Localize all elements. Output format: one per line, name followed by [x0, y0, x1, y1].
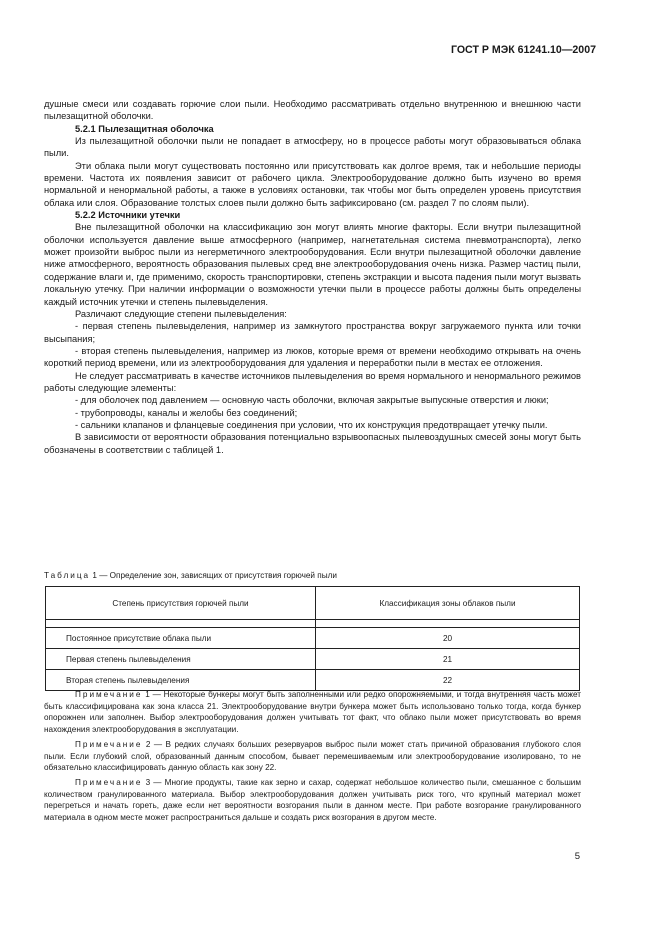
- table-header-row: [46, 587, 580, 620]
- table-header-zone: Классификация зоны облаков пыли: [316, 587, 580, 620]
- page-number: 5: [574, 851, 580, 862]
- note-label: Примечание: [75, 739, 143, 749]
- body-text: [44, 98, 581, 456]
- note-label: Примечание: [75, 690, 143, 699]
- table-cell-zone: 21: [316, 649, 580, 670]
- document-header: ГОСТ Р МЭК 61241.10—2007: [450, 44, 596, 56]
- table-row: [46, 670, 580, 691]
- list-item: - для оболочек под давлением — основную часть оболочки, включая закрытые выпускные отверстия и люки;: [75, 395, 549, 406]
- table-cell-zone: 20: [316, 628, 580, 649]
- table-header-presence: Степень присутствия горючей пыли: [46, 587, 316, 620]
- table-caption-text: 1 — Определение зон, зависящих от присутствия горючей пыли: [92, 571, 337, 580]
- paragraph: Различают следующие степени пылевыделения:: [75, 308, 287, 319]
- table-notes: [44, 689, 581, 827]
- paragraph: душные смеси или создавать горючие слои пыли. Необходимо рассматривать отдельно внутреннюю и внешнюю части пылезащитной оболочки.: [44, 99, 581, 122]
- note-text: В редких случаях больших резервуаров выброс пыли может стать причиной образования глубокого слоя пыли. Если глубокий слой, образованный данным способом, бывает перемешиваемым или электрооборудование изолировано, то не обязательно классифицировать данную область как зону 22.: [44, 739, 581, 773]
- note-text: Многие продукты, такие как зерно и сахар, содержат небольшое количество пыли, смешанное с большим количеством гранулированного материала. Выбор электрооборудования должен учитывать риск того, что крупный материал может перегреться и начать гореть, даже если нет вероятности возгорания пыли в данном месте. При работе возгорание гранулированного материала в одном месте может распространиться дальше и создать риск возгорания в другом месте.: [44, 777, 581, 823]
- zone-classification-table: [45, 586, 580, 691]
- paragraph: Не следует рассматривать в качестве источников пылевыделения во время нормального и ненормального режимов работы следующие элементы:: [44, 370, 581, 393]
- table-cell-presence: Вторая степень пылевыделения: [46, 670, 316, 691]
- list-item: - сальники клапанов и фланцевые соединения при условии, что их конструкция предотвращает утечку пыли.: [75, 419, 548, 430]
- note-2: [44, 739, 581, 774]
- table-spacer-row: [46, 620, 580, 628]
- note-number: 1 —: [145, 690, 161, 699]
- note-label: Примечание: [75, 777, 143, 787]
- note-text: Некоторые бункеры могут быть заполненными или редко опорожняемыми, и тогда внутренняя часть может быть классифицирована как зона класса 21. Электрооборудование внутри бункера может быть использовано только тогда, когда бункер опорожнен или заполнен. Выбор электрооборудования должен учитывать тот факт, что облако пыли может присутствовать во время нахождения электрооборудования в эксплуатации.: [44, 690, 581, 735]
- paragraph: В зависимости от вероятности образования потенциально взрывоопасных пылевоздушных смесей зоны могут быть обозначены в соответствии с таблицей 1.: [44, 432, 581, 455]
- table-cell-zone: 22: [316, 670, 580, 691]
- note-3: [44, 777, 581, 824]
- table-caption: [44, 571, 604, 580]
- table-caption-label: Таблица: [44, 571, 91, 580]
- list-item: - вторая степень пылевыделения, например из люков, которые время от времени необходимо открывать на очень короткий период времени, или из электрооборудования для удаления и переработки пыли в местах ее отложения.: [44, 345, 581, 369]
- table-row: [46, 628, 580, 649]
- table-row: [46, 649, 580, 670]
- paragraph: Вне пылезащитной оболочки на классификацию зон могут влиять многие факторы. Если внутри пылезащитной оболочки используется давление выше атмосферного (например, нагнетательная система пневмотранспорта), легко может произойти выброс пыли из негерметичного электрооборудования. Если внутри пылезащитной оболочки давление ниже атмосферного, вероятность образования пылевых сред вне электрооборудования очень низка. Размер частиц пыли, содержание влаги и, где применимо, скорость транспортировки, степень экстракции и высота падения пыли могут вызвать локальную утечку. При наличии информации о возможности утечки пыли в процессе работы должны быть определены каждый источник утечки и степень пылевыделения.: [44, 222, 581, 307]
- list-item: - трубопроводы, каналы и желобы без соединений;: [75, 407, 298, 418]
- paragraph: Из пылезащитной оболочки пыли не попадает в атмосферу, но в процессе работы могут образовываться облака пыли.: [44, 136, 581, 159]
- list-item: - первая степень пылевыделения, например из замкнутого пространства вокруг загружаемого пункта или точки высыпания;: [44, 321, 581, 344]
- table-cell-presence: Постоянное присутствие облака пыли: [46, 628, 316, 649]
- paragraph: Эти облака пыли могут существовать постоянно или присутствовать как долгое время, так и небольшие периоды времени. Частота их появления зависит от рабочего цикла. Электрооборудование должно быть изучено во время нормальной и ненормальной работы, а также в условиях остановки, так чтобы мог быть определен уровень присутствия облака или слоя. Образование толстых слоев пыли должно быть зафиксировано (см. раздел 7 по слоям пыли).: [44, 160, 581, 208]
- note-number: 2 —: [145, 739, 163, 749]
- note-number: 3 —: [145, 777, 162, 787]
- note-1: [44, 689, 581, 736]
- table-cell-presence: Первая степень пылевыделения: [46, 649, 316, 670]
- section-title-5-2-2: 5.2.2 Источники утечки: [75, 210, 181, 221]
- section-title-5-2-1: 5.2.1 Пылезащитная оболочка: [75, 123, 214, 134]
